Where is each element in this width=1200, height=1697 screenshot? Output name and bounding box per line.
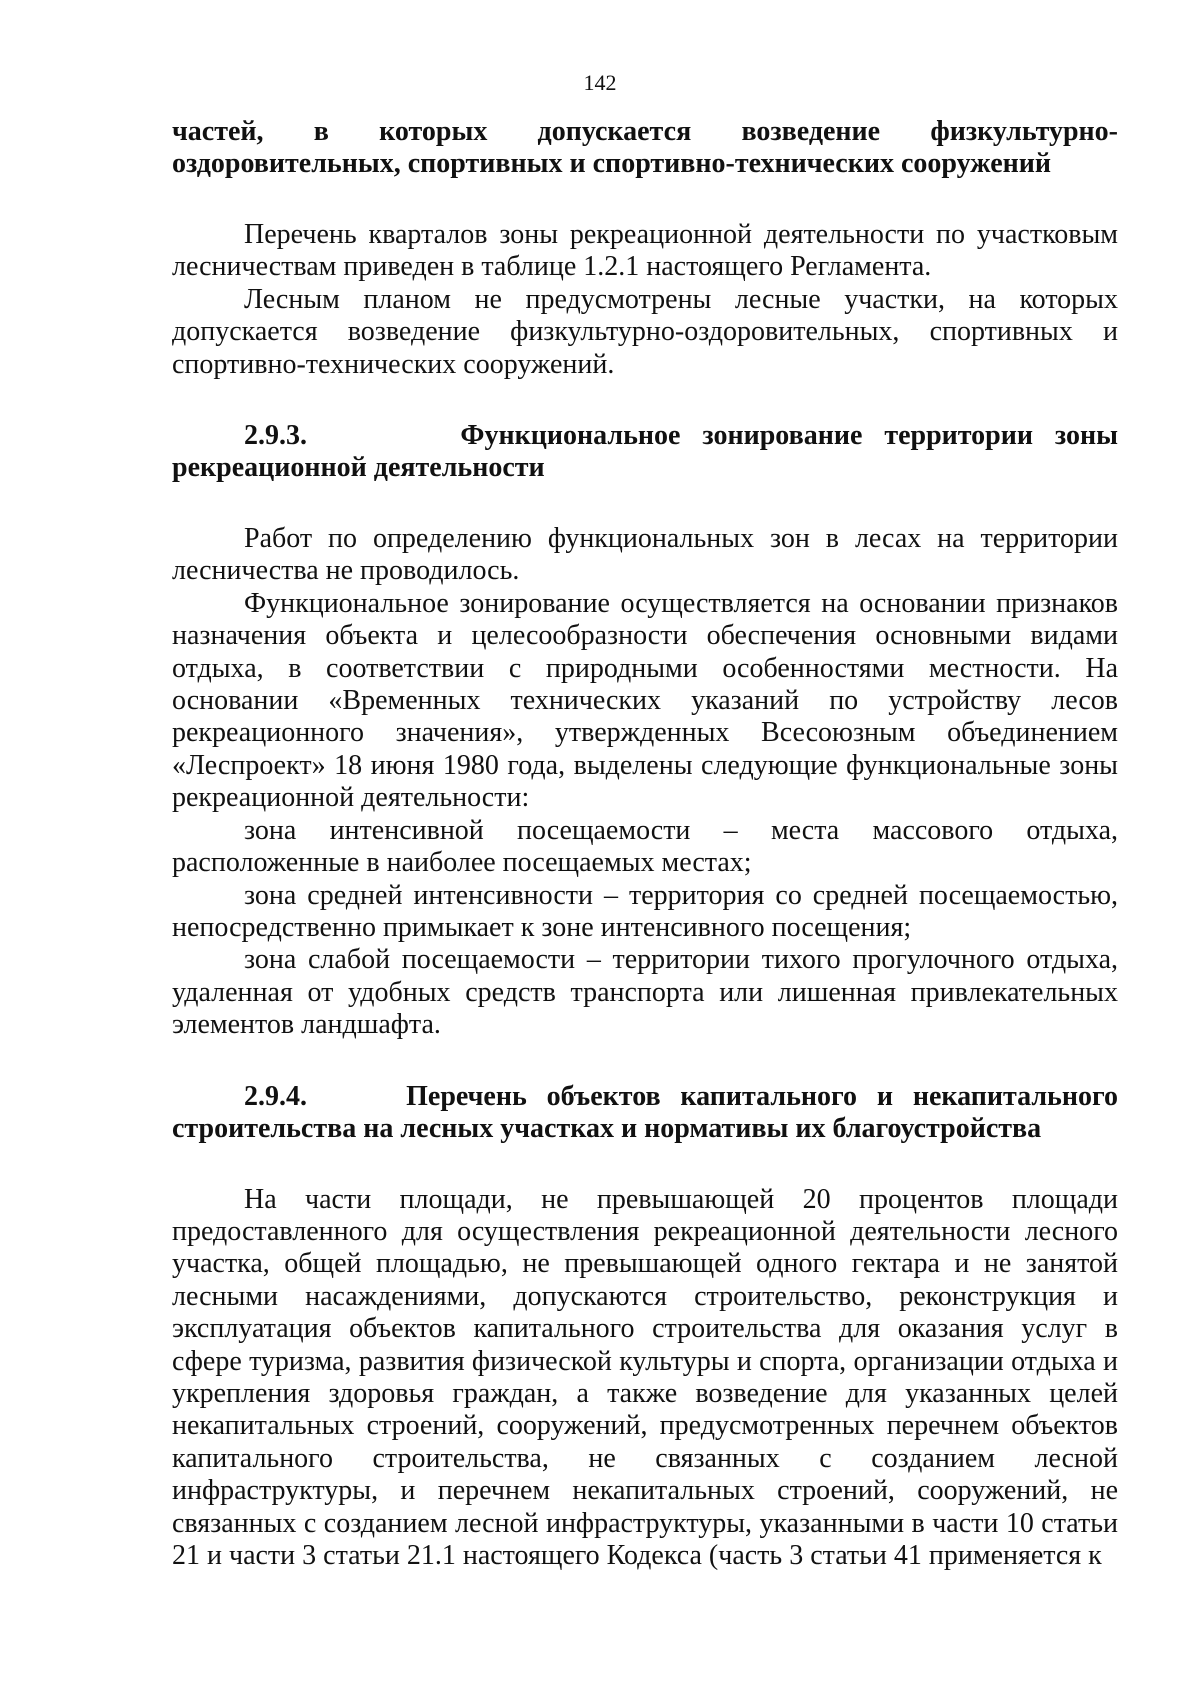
paragraph: Работ по определению функциональных зон в лесах на территории лесничества не проводилось. — [172, 523, 1118, 587]
page-number: 142 — [583, 70, 617, 95]
paragraph: На части площади, не превышающей 20 процентов площади предоставленного для осуществления рекреационной деятельности лесного участка, общей площадью, не превышающей одного гектара и не занятой лесными насаждениями, допускаются строительство, реконструкция и эксплуатация объектов капитального строительства для оказания услуг в сфере туризма, развития физической культуры и спорта, организации отдыха и укрепления здоровья граждан, а также возведение для указанных целей некапитальных строений, сооружений, предусмотренных перечнем объектов капитального строительства, не связанных с созданием лесной инфраструктуры, и перечнем некапитальных строений, сооружений, не связанных с созданием лесной инфраструктуры, указанными в части 10 статьи 21 и части 3 статьи 21.1 настоящего Кодекса (часть 3 статьи 41 применяется к — [172, 1183, 1118, 1571]
list-paragraph: зона интенсивной посещаемости – места массового отдыха, расположенные в наиболее посещаемых местах; — [172, 814, 1118, 879]
section-title: Перечень объектов капитального и некапитального строительства на лесных участках и нормативы их благоустройства — [172, 1080, 1119, 1144]
section-title: Функциональное зонирование территории зоны рекреационной деятельности — [172, 420, 1119, 484]
list-paragraph: зона слабой посещаемости – территории тихого прогулочного отдыха, удаленная от удобных средств транспорта или лишенная привлекательных элементов ландшафта. — [172, 944, 1118, 1041]
list-paragraph: зона средней интенсивности – территория со средней посещаемостью, непосредственно примыкает к зоне интенсивного посещения; — [172, 879, 1118, 943]
paragraph: Перечень кварталов зоны рекреационной деятельности по участковым лесничествам приведен в таблице 1.2.1 настоящего Регламента. — [172, 219, 1118, 283]
page-content — [172, 116, 1118, 1572]
section-heading-2-9-4 — [172, 1081, 1118, 1145]
section-number: 2.9.4. — [244, 1080, 307, 1112]
paragraph: Лесным планом не предусмотрены лесные участки, на которых допускается возведение физкультурно-оздоровительных, спортивных и спортивно-технических сооружений. — [172, 283, 1118, 380]
paragraph: Функциональное зонирование осуществляется на основании признаков назначения объекта и целесообразности обеспечения основными видами отдыха, в соответствии с природными особенностями местности. На основании «Временных технических указаний по устройству лесов рекреационного значения», утвержденных Всесоюзным объединением «Леспроект» 18 июня 1980 года, выделены следующие функциональные зоны рекреационной деятельности: — [172, 587, 1118, 814]
section-heading-2-9-3 — [172, 420, 1118, 484]
section-number: 2.9.3. — [244, 420, 307, 452]
section-heading-continued: частей, в которых допускается возведение физкультурно-оздоровительных, спортивных и спортивно-технических сооружений — [172, 116, 1118, 179]
